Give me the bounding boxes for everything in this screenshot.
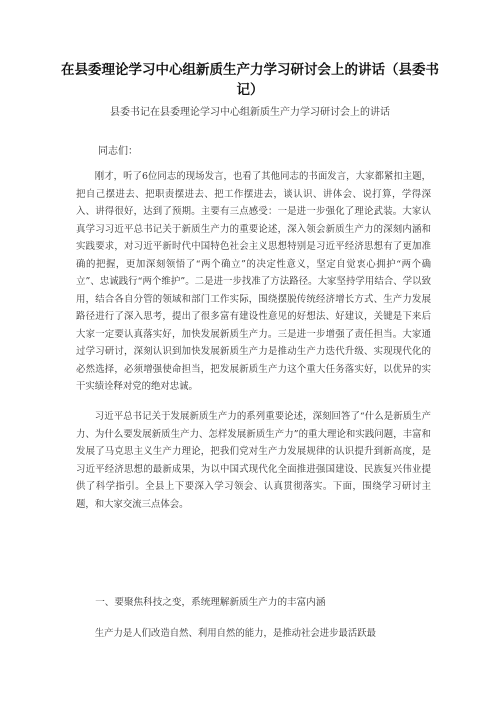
document-title: 在县委理论学习中心组新质生产力学习研讨会上的讲话（县委书记）	[61, 62, 439, 98]
section-heading: 一、要聚焦科技之变，系统理解新质生产力的丰富内涵	[95, 597, 326, 608]
paragraph: 习近平总书记关于发展新质生产力的系列重要论述，深刻回答了“什么是新质生产力、为什么要发展新质生产力、怎样发展新质生产力”的重大理论和实践问题，丰富和发展了马克思主义生产力理论，把我们党对生产力发展规律的认识提升到新高度，是习近平经济思想的最新成果，为以中国式现代化全面推进强国建设、民族复兴伟业提供了科学指引。全县上下要深入学习领会、认真贯彻落实。下面，围绕学习研讨主题，和大家交流三点体会。	[76, 411, 431, 510]
paragraph: 刚才，听了6位同志的现场发言，也看了其他同志的书面发言，大家都紧扣主题，把自己摆进去、把职责摆进去、把工作摆进去，谈认识、讲体会、说打算，学得深入、讲得很好，达到了预期。主要有三点感受：一是进一步强化了理论武装。大家认真学习习近平总书记关于新质生产力的重要论述，深入领会新质生产力的深刻内涵和实践要求，对习近平新时代中国特色社会主义思想特别是习近平经济思想有了更加准确的把握，更加深刻领悟了“两个确立”的决定性意义，坚定自觉衷心拥护“两个确立”、忠诚践行“两个维护”。二是进一步找准了方法路径。大家坚持学用结合、学以致用，结合各自分管的领域和部门工作实际，围绕摆脱传统经济增长方式、生产力发展路径进行了深入思考，提出了很多富有建设性意见的好想法、好建议，关键是下来后大家一定要认真落实好，加快发展新质生产力。三是进一步增强了责任担当。大家通过学习研讨，深刻认识到加快发展新质生产力是推动生产力迭代升级、实现现代化的必然选择，必须增强使命担当，把发展新质生产力这个重大任务落实好，以优异的实干实绩诠释对党的绝对忠诚。	[76, 171, 431, 392]
paragraph: 生产力是人们改造自然、利用自然的能力，是推动社会进步最活跃最	[94, 628, 377, 639]
document-subtitle: 县委书记在县委理论学习中心组新质生产力学习研讨会上的讲话	[110, 107, 390, 118]
salutation: 同志们：	[98, 146, 138, 157]
